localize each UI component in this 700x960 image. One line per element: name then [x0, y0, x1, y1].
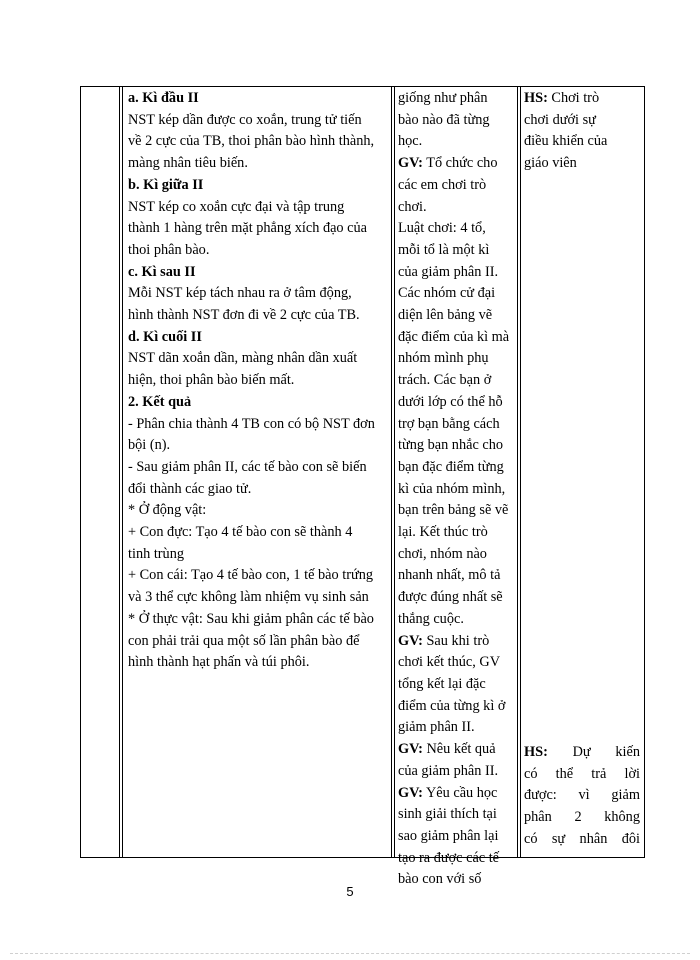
word: HS: — [524, 744, 548, 760]
content-line — [128, 262, 392, 284]
teacher-line — [398, 587, 514, 609]
text-line: dưới lớp có thể hỗ — [398, 393, 503, 410]
teacher-line — [398, 262, 514, 284]
text-line: chơi. — [398, 198, 427, 215]
student-activity-column — [524, 88, 640, 175]
teacher-line — [398, 131, 514, 153]
teacher-line — [398, 218, 514, 240]
content-line — [128, 457, 392, 479]
content-line — [128, 414, 392, 436]
teacher-line — [398, 457, 514, 479]
speaker-label: GV: — [398, 784, 423, 801]
text-line: tạo ra được các tế — [398, 849, 500, 866]
content-line — [128, 370, 392, 392]
text-line: a. Kì đầu II — [128, 90, 199, 106]
text-line: mỗi tổ là một kì — [398, 241, 490, 258]
text-line: bạn đặc điểm từng — [398, 458, 504, 475]
teacher-line — [398, 739, 514, 761]
text-line: bào nào đã từng — [398, 111, 490, 128]
text-line: - Sau giảm phân II, các tế bào con sẽ biến — [128, 458, 367, 475]
content-line — [128, 544, 392, 566]
student-answer-line — [524, 764, 640, 786]
word: giảm — [611, 787, 640, 804]
teacher-line — [398, 435, 514, 457]
text-line: điểm của từng kì ở — [398, 697, 506, 714]
content-line — [128, 110, 392, 132]
speaker-label: GV: — [398, 741, 423, 758]
student-line — [524, 88, 640, 110]
text-line: c. Kì sau II — [128, 263, 196, 280]
teacher-line — [398, 522, 514, 544]
table-border — [394, 86, 395, 858]
text-line: NST kép dần được co xoắn, trung tử tiến — [128, 111, 362, 128]
content-line — [128, 175, 392, 197]
word: không — [604, 809, 640, 826]
text-line: d. Kì cuối II — [128, 328, 202, 345]
content-line — [128, 652, 392, 674]
teacher-line — [398, 826, 514, 848]
teacher-line — [398, 414, 514, 436]
text-line: + Con cái: Tạo 4 tế bào con, 1 tế bào trứng — [128, 567, 374, 584]
student-line — [524, 153, 640, 175]
text-line: giáo viên — [524, 155, 577, 172]
content-line — [128, 609, 392, 631]
teacher-line — [398, 804, 514, 826]
table-bottom-border — [80, 857, 645, 858]
teacher-line — [398, 717, 514, 739]
text-line: Các nhóm cử đại — [398, 285, 496, 302]
text-line: tổng kết lại đặc — [398, 675, 486, 692]
text-line: bội (n). — [128, 437, 171, 454]
teacher-line — [398, 348, 514, 370]
text-line: bạn trên bảng sẽ vẽ — [398, 502, 509, 519]
teacher-line — [398, 197, 514, 219]
content-line — [128, 327, 392, 349]
content-line — [128, 283, 392, 305]
content-line — [128, 435, 392, 457]
text-line: chơi dưới sự — [524, 111, 596, 128]
content-line — [128, 218, 392, 240]
word: có — [524, 765, 538, 782]
teacher-line — [398, 565, 514, 587]
text-line: NST kép co xoắn cực đại và tập trung — [128, 198, 345, 215]
text-line: * Ở thực vật: Sau khi giảm phân các tế bào — [128, 610, 374, 627]
table-border — [644, 86, 645, 858]
word: phân — [524, 809, 552, 826]
teacher-line — [398, 305, 514, 327]
text-line: Mỗi NST kép tách nhau ra ở tâm động, — [128, 285, 352, 302]
text-line: của giảm phân II. — [398, 263, 499, 280]
student-answer-line — [524, 785, 640, 807]
content-line — [128, 240, 392, 262]
teacher-line — [398, 327, 514, 349]
text-line: NST dãn xoắn dần, màng nhân dần xuất — [128, 350, 358, 367]
text-line: trợ bạn bằng cách — [398, 415, 500, 432]
word: trả — [591, 765, 607, 782]
text-line: chơi, nhóm nào — [398, 545, 487, 562]
text-line: - Phân chia thành 4 TB con có bộ NST đơn — [128, 415, 375, 432]
text-line: con phải trải qua một số lần phân bào để — [128, 632, 360, 649]
content-line — [128, 522, 392, 544]
table-border — [520, 86, 521, 858]
text-line: thoi phân bào. — [128, 241, 210, 258]
text-line: và 3 thể cực không làm nhiệm vụ sinh sản — [128, 589, 369, 606]
table-border — [517, 86, 518, 858]
page-number: 5 — [346, 884, 354, 899]
text-line: từng bạn nhắc cho — [398, 437, 504, 454]
word: thể — [555, 765, 574, 782]
content-line — [128, 631, 392, 653]
teacher-line — [398, 674, 514, 696]
teacher-activity-column — [398, 88, 514, 891]
teacher-line — [398, 392, 514, 414]
text-line: hình thành NST đơn đi về 2 cực của TB. — [128, 307, 360, 324]
text-line: điều khiển của — [524, 133, 608, 150]
text-line: lại. Kết thúc trò — [398, 524, 488, 541]
teacher-line — [398, 479, 514, 501]
speaker-label: HS: — [524, 90, 548, 106]
teacher-line — [398, 609, 514, 631]
content-line — [128, 131, 392, 153]
text-line: hiện, thoi phân bào biến mất. — [128, 372, 295, 389]
page-break-line — [10, 953, 690, 954]
text-line: * Ở động vật: — [128, 502, 207, 519]
text-line: + Con đực: Tạo 4 tế bào con sẽ thành 4 — [128, 524, 353, 541]
text-line: 2. Kết quả — [128, 393, 192, 410]
teacher-line — [398, 696, 514, 718]
word: vì — [578, 787, 590, 804]
teacher-line — [398, 631, 514, 653]
teacher-line — [398, 783, 514, 805]
word: đôi — [621, 830, 640, 847]
text-line: Tổ chức cho — [422, 155, 498, 172]
content-line — [128, 392, 392, 414]
text-line: chơi kết thúc, GV — [398, 654, 501, 671]
teacher-line — [398, 370, 514, 392]
table-border — [119, 86, 120, 858]
text-line: Sau khi trò — [422, 632, 490, 649]
word: sự — [551, 830, 566, 847]
table-top-border — [80, 86, 645, 87]
student-answer-line — [524, 829, 640, 851]
text-line: tinh trùng — [128, 545, 184, 562]
text-line: kì của nhóm mình, — [398, 480, 506, 497]
content-line — [128, 305, 392, 327]
content-line — [128, 88, 392, 110]
word: lời — [624, 765, 640, 782]
word: kiến — [615, 744, 640, 760]
teacher-line — [398, 283, 514, 305]
text-line: về 2 cực của TB, thoi phân bào hình thành, — [128, 133, 375, 150]
teacher-line — [398, 544, 514, 566]
content-line — [128, 500, 392, 522]
content-line — [128, 479, 392, 501]
text-line: màng nhân tiêu biến. — [128, 155, 248, 172]
text-line: sao giảm phân lại — [398, 827, 499, 844]
text-line: Luật chơi: 4 tổ, — [398, 220, 486, 237]
student-line — [524, 110, 640, 132]
text-line: Chơi trò — [547, 90, 600, 106]
teacher-line — [398, 240, 514, 262]
content-line — [128, 587, 392, 609]
content-line — [128, 565, 392, 587]
text-line: thành 1 hàng trên mặt phẳng xích đạo của — [128, 220, 367, 237]
text-line: b. Kì giữa II — [128, 176, 204, 193]
text-line: học. — [398, 133, 423, 150]
teacher-line — [398, 761, 514, 783]
content-line — [128, 348, 392, 370]
word: có — [524, 830, 538, 847]
teacher-line — [398, 652, 514, 674]
teacher-line — [398, 848, 514, 870]
table-border — [122, 86, 123, 858]
text-line: giảm phân II. — [398, 719, 475, 736]
text-line: giống như phân — [398, 90, 488, 106]
teacher-line — [398, 153, 514, 175]
content-line — [128, 153, 392, 175]
student-expected-answer — [524, 742, 640, 851]
content-line — [128, 197, 392, 219]
lesson-content-column — [128, 88, 392, 674]
text-line: diện lên bảng vẽ — [398, 307, 493, 324]
text-line: nhóm mình phụ — [398, 350, 489, 367]
text-line: bào con với số — [398, 871, 482, 888]
speaker-label: GV: — [398, 155, 423, 172]
word: Dự — [572, 744, 591, 760]
word: nhân — [579, 830, 608, 847]
text-line: thắng cuộc. — [398, 610, 464, 627]
text-line: hình thành hạt phấn và túi phôi. — [128, 654, 310, 671]
word: 2 — [574, 809, 582, 826]
text-line: Nêu kết quả — [422, 741, 496, 758]
text-line: sinh giải thích tại — [398, 806, 497, 823]
text-line: Yêu cầu học — [422, 784, 498, 801]
table-border — [80, 86, 81, 858]
text-line: được đúng nhất sẽ — [398, 589, 503, 606]
text-line: các em chơi trò — [398, 176, 487, 193]
text-line: đổi thành các giao tử. — [128, 480, 252, 497]
text-line: nhanh nhất, mô tả — [398, 567, 501, 584]
teacher-line — [398, 500, 514, 522]
teacher-line — [398, 88, 514, 110]
text-line: của giảm phân II. — [398, 762, 499, 779]
word: được: — [524, 787, 557, 804]
student-line — [524, 131, 640, 153]
teacher-line — [398, 175, 514, 197]
student-answer-line — [524, 742, 640, 764]
text-line: đặc điểm của kì mà — [398, 328, 510, 345]
lesson-table — [80, 86, 645, 888]
speaker-label: GV: — [398, 632, 423, 649]
text-line: trách. Các bạn ở — [398, 372, 492, 389]
student-answer-line — [524, 807, 640, 829]
teacher-line — [398, 110, 514, 132]
